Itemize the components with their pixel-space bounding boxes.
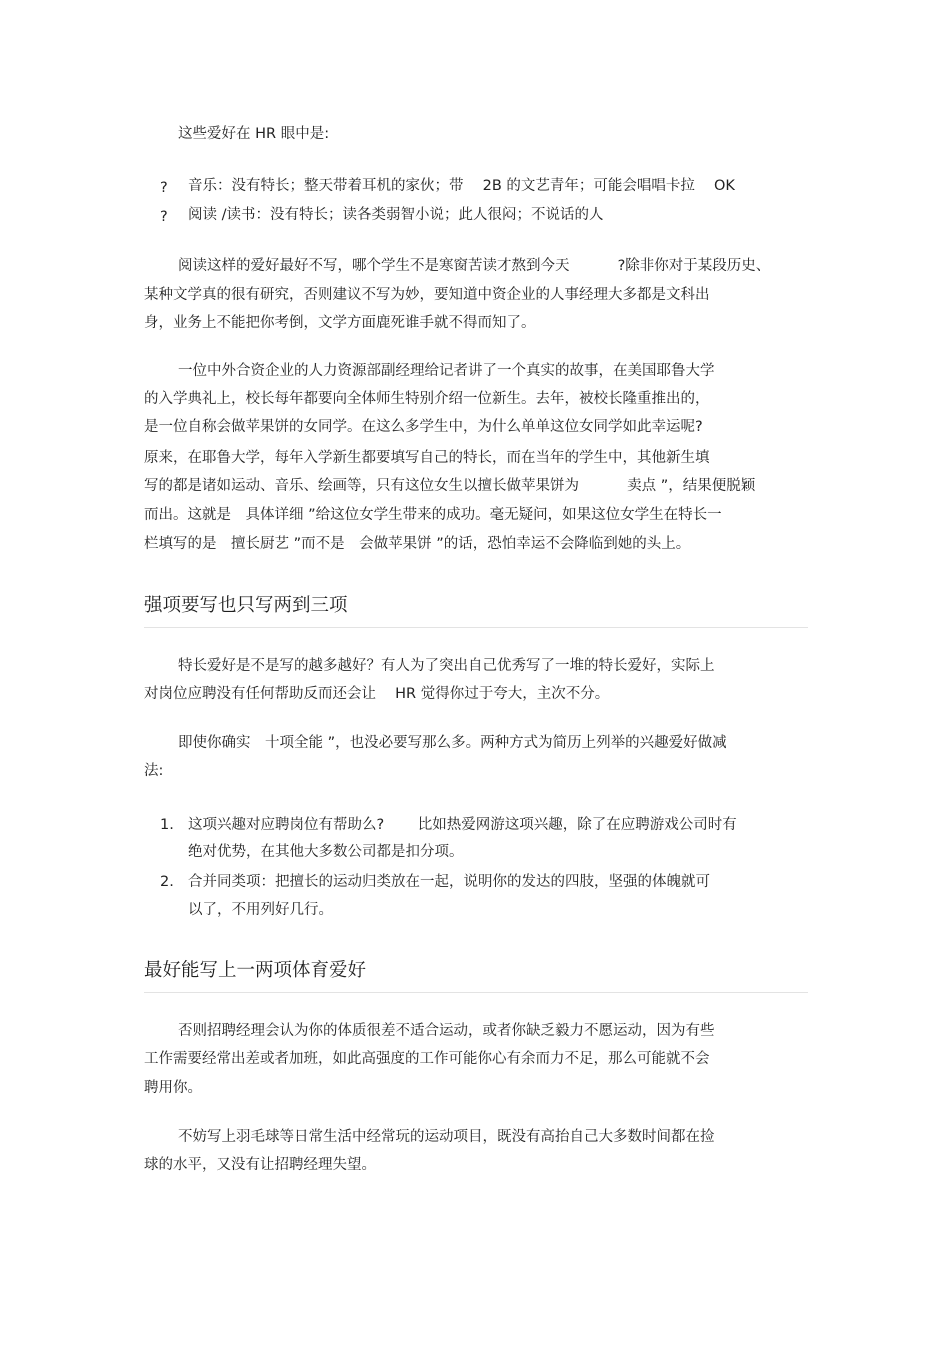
- section-divider: [144, 627, 808, 628]
- section-heading: 最好能写上一两项体育爱好: [144, 960, 367, 981]
- paragraph-line: 某种文学真的很有研究，否则建议不写为妙，要知道中资企业的人事经理大多都是文科出: [144, 287, 710, 303]
- list-item-line: 以了，不用列好几行。: [188, 902, 333, 918]
- paragraph-line: 特长爱好是不是写的越多越好？有人为了突出自己优秀写了一堆的特长爱好，实际上: [178, 658, 715, 674]
- paragraph-line: 法:: [144, 763, 164, 779]
- paragraph-line: 阅读这样的爱好最好不写，哪个学生不是寒窗苦读才熬到今天 ?除非你对于某段历史、: [178, 258, 771, 274]
- bullet-marker: ?: [160, 209, 168, 225]
- paragraph-line: 栏填写的是 擅长厨艺 ”而不是 会做苹果饼 ”的话，恐怕幸运不会降临到她的头上。: [144, 536, 691, 552]
- bullet-music: 音乐：没有特长；整天带着耳机的家伙；带 2B 的文艺青年；可能会唱唱卡拉 OK: [188, 178, 735, 194]
- paragraph-line: 身，业务上不能把你考倒，文学方面鹿死谁手就不得而知了。: [144, 315, 536, 331]
- list-item-line: 这项兴趣对应聘岗位有帮助么? 比如热爱网游这项兴趣，除了在应聘游戏公司时有: [188, 817, 737, 833]
- paragraph-line: 即使你确实 十项全能 ”，也没必要写那么多。两种方式为简历上列举的兴趣爱好做减: [178, 735, 727, 751]
- intro-text: 这些爱好在 HR 眼中是:: [178, 126, 330, 142]
- paragraph-line: 不妨写上羽毛球等日常生活中经常玩的运动项目，既没有高抬自己大多数时间都在捡: [178, 1129, 715, 1145]
- paragraph-line: 球的水平，又没有让招聘经理失望。: [144, 1157, 376, 1173]
- paragraph-line: 一位中外合资企业的人力资源部副经理给记者讲了一个真实的故事，在美国耶鲁大学: [178, 363, 715, 379]
- paragraph-line: 否则招聘经理会认为你的体质很差不适合运动，或者你缺乏毅力不愿运动，因为有些: [178, 1023, 715, 1039]
- section-divider: [144, 992, 808, 993]
- paragraph-line: 的入学典礼上，校长每年都要向全体师生特别介绍一位新生。去年，被校长隆重推出的，: [144, 391, 710, 407]
- section-heading: 强项要写也只写两到三项: [144, 595, 348, 616]
- paragraph-line: 对岗位应聘没有任何帮助反而还会让 HR 觉得你过于夸大，主次不分。: [144, 686, 610, 702]
- paragraph-line: 聘用你。: [144, 1080, 202, 1096]
- paragraph-line: 原来，在耶鲁大学，每年入学新生都要填写自己的特长，而在当年的学生中，其他新生填: [144, 450, 710, 466]
- list-number: 1.: [160, 817, 174, 833]
- bullet-reading: 阅读 /读书：没有特长；读各类弱智小说；此人很闷；不说话的人: [188, 207, 604, 223]
- paragraph-line: 工作需要经常出差或者加班，如此高强度的工作可能你心有余而力不足，那么可能就不会: [144, 1051, 710, 1067]
- list-item-line: 合并同类项：把擅长的运动归类放在一起，说明你的发达的四肢，坚强的体魄就可: [188, 874, 710, 890]
- bullet-marker: ?: [160, 180, 168, 196]
- paragraph-line: 是一位自称会做苹果饼的女同学。在这么多学生中，为什么单单这位女同学如此幸运呢?: [144, 419, 703, 435]
- paragraph-line: 写的都是诸如运动、音乐、绘画等，只有这位女生以擅长做苹果饼为 卖点 ”，结果便脱颖: [144, 478, 756, 494]
- list-item-line: 绝对优势，在其他大多数公司都是扣分项。: [188, 844, 464, 860]
- paragraph-line: 而出。这就是 具体详细 ”给这位女学生带来的成功。毫无疑问，如果这位女学生在特长一: [144, 507, 722, 523]
- list-number: 2.: [160, 874, 174, 890]
